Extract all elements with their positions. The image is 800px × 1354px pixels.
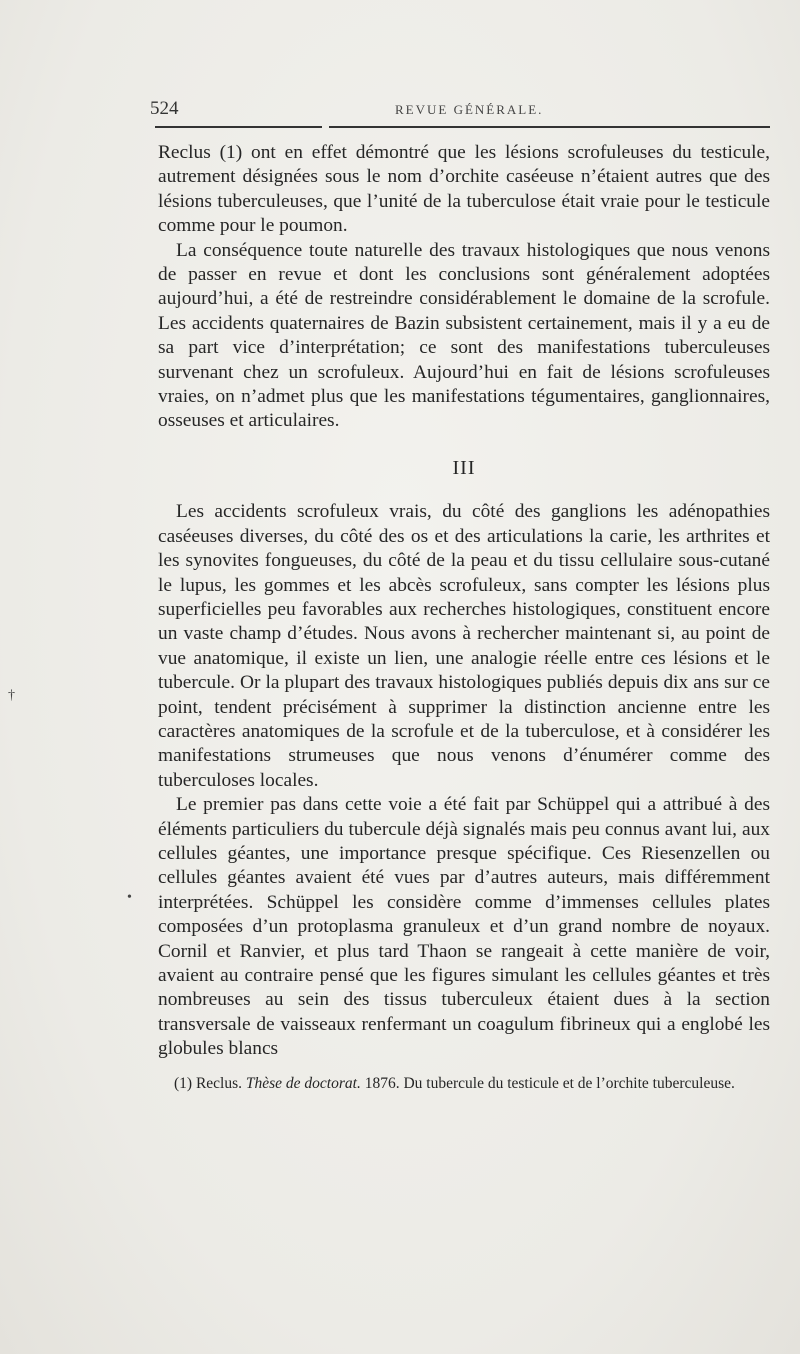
header-rule — [155, 126, 770, 128]
section-heading: III — [452, 456, 476, 479]
paragraph: La conséquence toute naturelle des travaux histologiques que nous venons de passer en revue et dont les conclusions sont généralement adoptées aujourd’hui, a été de restreindre considérablement le domaine de la scrofule. Les accidents quaternaires de Bazin subsistent certainement, mais il y a eu de sa part vice d’interprétation; ce sont des manifestations tuberculeuses survenant chez un scrofuleux. Aujourd’hui en fait de lésions scrofuleuses vraies, on n’admet plus que les manifestations tégumentaires, ganglionnaires, osseuses et articulaires. — [158, 239, 770, 432]
footnote-title: Thèse de doctorat. — [245, 1075, 361, 1092]
footnote — [158, 1074, 770, 1094]
paragraph: Reclus (1) ont en effet démontré que les lésions scrofuleuses du testicule, autrement désignées sous le nom d’orchite caséeuse n’étaient autres que des lésions tuberculeuses, que l’unité de la tuberculose était vraie pour le testicule comme pour le poumon. — [158, 142, 770, 237]
paragraph: Le premier pas dans cette voie a été fait par Schüppel qui a attribué à des éléments particuliers du tubercule déjà signalés mais peu connus avant lui, aux cellules géantes, une importance presque spécifique. Ces Riesenzellen ou cellules géantes avaient été vues par d’autres auteurs, mais différemment interprétées. Schüppel les considère comme d’immenses cellules plates composées d’un protoplasma granuleux et d’un grand nombre de noyaux. Cornil et Ranvier, et plus tard Thaon se rangeait à cette manière de voir, avaient au contraire pensé que les figures simulant les cellules géantes et très nombreuses au sein des tissus tuberculeux étaient dues à la section transversale de vaisseaux renfermant un coagulum fibrineux qui a englobé les globules blancs — [158, 794, 770, 1060]
page-header — [150, 96, 770, 120]
running-title: REVUE GÉNÉRALE. — [395, 102, 544, 117]
footnote-author: (1) Reclus. — [174, 1075, 243, 1092]
paragraph: Les accidents scrofuleux vrais, du côté des ganglions les adénopathies caséeuses diverses, du côté des os et des articulations la carie, les arthrites et les synovites fongueuses, du côté de la peau et du tissu cellulaire sous-cutané le lupus, les gommes et les abcès scrofuleux, sans compter les lésions plus superficielles peu favorables aux recherches histologiques, constituent encore un vaste champ d’études. Nous avons à rechercher maintenant si, au point de vue anatomique, il existe un lien, une analogie réelle entre ces lésions et le tubercule. Or la plupart des travaux histologiques publiés depuis dix ans sur ce point, tendent précisément à supprimer la distinction ancienne entre les caractères anatomiques de la scrofule et de la tuberculose, et à considérer les manifestations strumeuses que nous venons d’énumérer comme des tuberculoses locales. — [158, 501, 770, 791]
margin-mark: • — [127, 890, 132, 905]
footnote-rest: 1876. Du tubercule du testicule et de l’orchite tuberculeuse. — [364, 1075, 735, 1092]
header-rule-gap — [322, 124, 329, 130]
main-text — [158, 141, 770, 1062]
margin-mark: † — [8, 688, 15, 703]
page-number: 524 — [150, 98, 179, 119]
